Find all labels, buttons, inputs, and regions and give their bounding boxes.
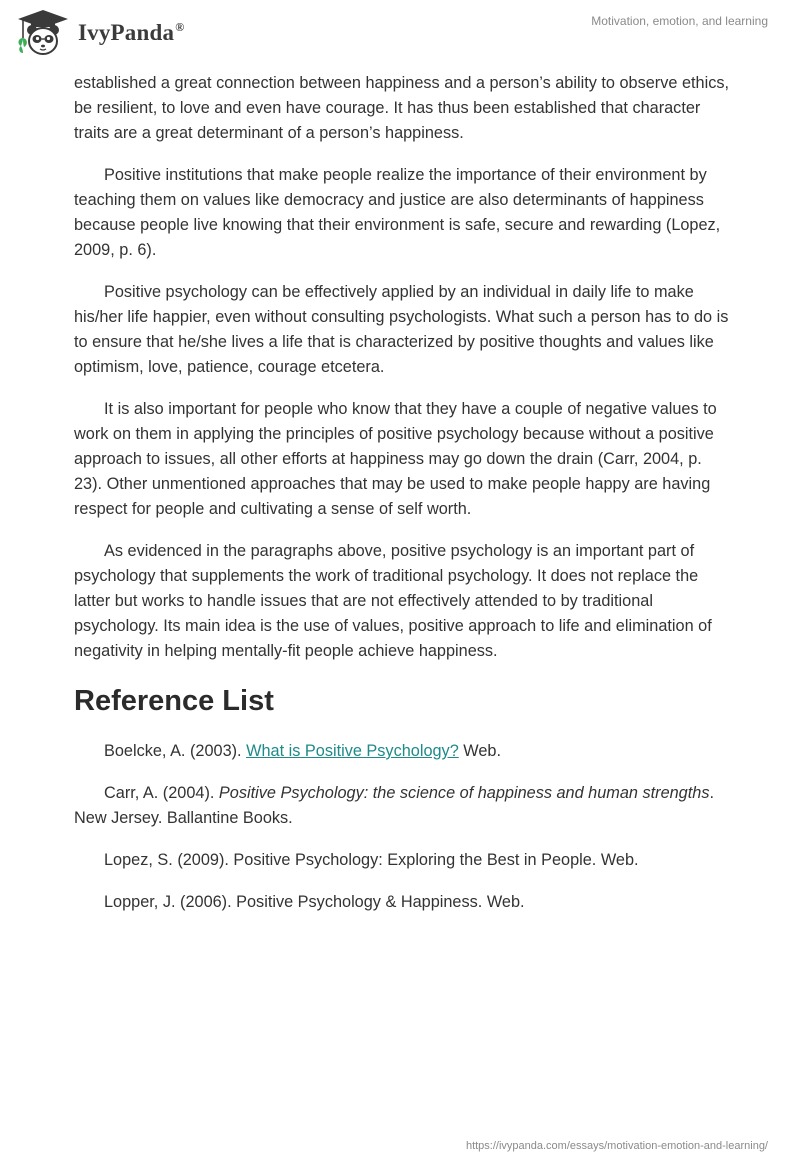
reference-text: Boelcke, A. (2003). <box>104 742 247 760</box>
page-header <box>0 0 800 70</box>
paragraph: As evidenced in the paragraphs above, positive psychology is an important part of psychology that supplements the work of traditional psychology. It does not replace the latter but works to handle issues that are not effectively attended to by traditional psychology. Its main idea is the use of values, positive approach to life and elimination of negativity in helping mentally-fit people achieve happiness. <box>74 542 712 660</box>
document-title: Motivation, emotion, and learning <box>591 14 768 28</box>
reference-list-heading: Reference List <box>74 685 274 717</box>
reference-item <box>74 781 734 831</box>
paragraph: It is also important for people who know that they have a couple of negative values to work on them in applying the principles of positive psychology because without a positive approach to issues, all other efforts at happiness may go down the drain (Carr, 2004, p. 23). Other unmentioned approaches that may be used to make people happy are having respect for people and cultivating a sense of self worth. <box>74 400 717 518</box>
footer-url[interactable]: https://ivypanda.com/essays/motivation-emotion-and-learning/ <box>465 1140 768 1152</box>
paragraph: established a great connection between happiness and a person’s ability to observe ethics, be resilient, to love and even have courage. It has thus been established that character traits are a great determinant of a person’s happiness. <box>74 74 729 142</box>
registered-mark: ® <box>175 20 185 35</box>
paragraph: Positive psychology can be effectively applied by an individual in daily life to make his/her life happier, even without consulting psychologists. What such a person has to do is to ensure that he/she lives a life that is characterized by positive thoughts and values like optimism, love, patience, courage etcetera. <box>74 283 729 376</box>
reference-text: Carr, A. (2004). <box>104 784 219 802</box>
reference-text: . New Jersey. Ballantine Books. <box>74 784 714 827</box>
panda-graduate-icon <box>14 8 72 58</box>
reference-text: Web. <box>458 742 501 760</box>
essay-content <box>74 71 734 932</box>
reference-item <box>74 739 734 764</box>
reference-title: Positive Psychology: the science of happiness and human strengths <box>218 784 710 802</box>
ivypanda-logo[interactable] <box>14 8 184 58</box>
brand-name: IvyPanda® <box>78 20 185 45</box>
paragraph: Positive institutions that make people realize the importance of their environment by teaching them on values like democracy and justice are also determinants of happiness because people live knowing that their environment is safe, secure and rewarding (Lopez, 2009, p. 6). <box>74 166 721 259</box>
reference-item: Lopez, S. (2009). Positive Psychology: Exploring the Best in People. Web. <box>104 851 639 869</box>
reference-item: Lopper, J. (2006). Positive Psychology & Happiness. Web. <box>104 893 525 911</box>
reference-link[interactable]: What is Positive Psychology? <box>246 742 459 760</box>
